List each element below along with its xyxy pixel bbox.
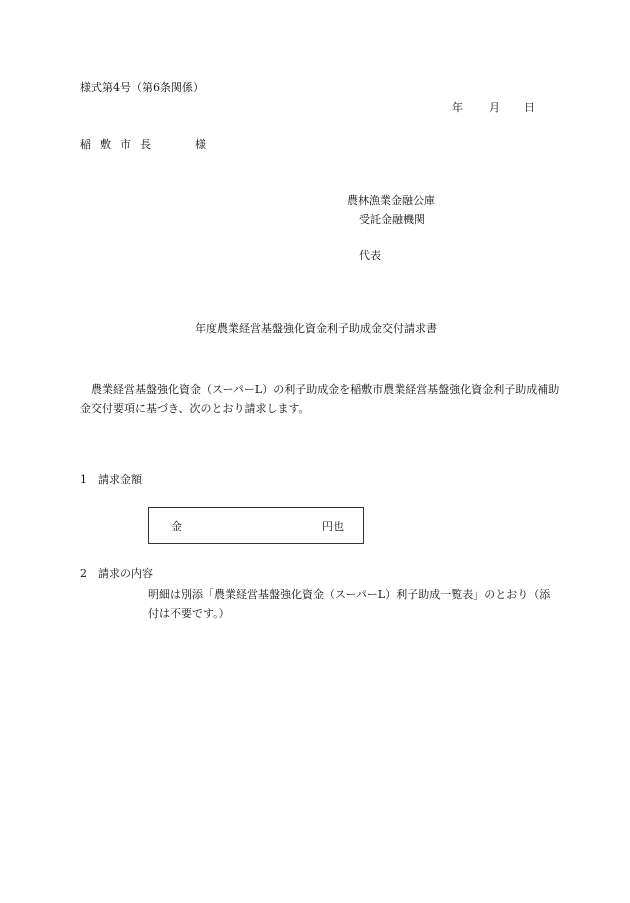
sender-organization: 農林漁業金融公庫 (347, 194, 435, 207)
item1-heading (80, 474, 142, 485)
amount-suffix: 円也 (322, 520, 344, 533)
amount-prefix: 金 (171, 520, 182, 533)
amount-box (148, 507, 364, 544)
item2-heading-label: 請求の内容 (98, 567, 153, 580)
item1-heading-label: 請求金額 (98, 473, 142, 486)
form-number: 様式第4号（第6条関係） (80, 81, 204, 94)
date-year-label: 年 (452, 101, 463, 114)
addressee-honorific: 様 (195, 138, 206, 151)
document-title: 年度農業経営基盤強化資金利子助成金交付請求書 (195, 322, 437, 335)
item2-detail: 明細は別添「農業経営基盤強化資金（スーパーL）利子助成一覧表」のとおり（添付は不要です。） (148, 588, 551, 621)
addressee-name: 稲敷市長 (80, 138, 160, 151)
date-day-label: 日 (524, 101, 535, 114)
body-paragraph: 農業経営基盤強化資金（スーパーL）の利子助成金を稲敷市農業経営基盤強化資金利子助成補助金交付要項に基づき、次のとおり請求します。 (80, 383, 560, 416)
item1-number: 1 (80, 473, 87, 486)
item2-heading (80, 568, 153, 579)
date-month-label: 月 (489, 101, 500, 114)
item2-number: 2 (80, 567, 87, 580)
sender-representative: 代表 (359, 249, 381, 262)
sender-agent-institution: 受託金融機関 (359, 213, 425, 226)
